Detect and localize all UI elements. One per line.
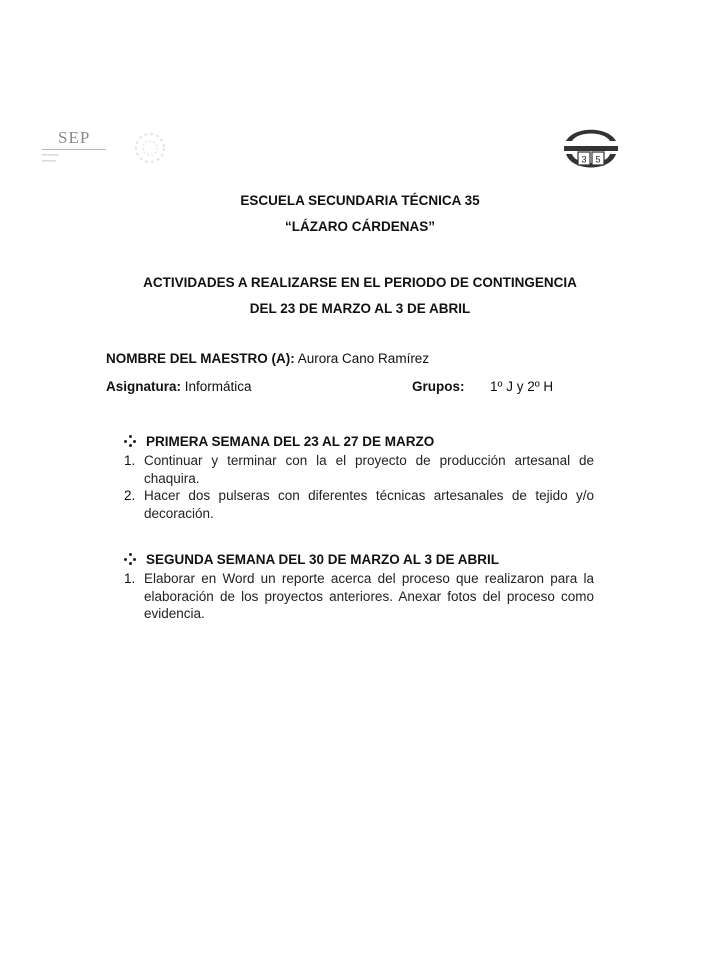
activities-title: ACTIVIDADES A REALIZARSE EN EL PERIODO DE CONTINGENCIA — [143, 275, 577, 290]
sep-logo — [40, 128, 110, 176]
date-range: DEL 23 DE MARZO AL 3 DE ABRIL — [249, 301, 471, 316]
week-1-title: PRIMERA SEMANA DEL 23 AL 27 DE MARZO — [146, 433, 435, 449]
week-1-title-row — [124, 432, 594, 450]
week-2-section — [124, 550, 594, 623]
list-item-number: 1. — [124, 571, 136, 586]
teacher-value: Aurora Cano Ramírez — [297, 351, 430, 366]
list-item-number: 1. — [124, 453, 136, 468]
subject-value: Informática — [184, 379, 252, 394]
list-item-number: 2. — [124, 488, 136, 503]
school-title: ESCUELA SECUNDARIA TÉCNICA 35 — [240, 193, 480, 208]
week-2-title: SEGUNDA SEMANA DEL 30 DE MARZO AL 3 DE ABRIL — [146, 551, 500, 567]
diamond-bullet-icon — [124, 435, 136, 447]
teacher-row — [106, 351, 429, 366]
week-1-list — [124, 452, 594, 522]
list-item-text: Continuar y terminar con la el proyecto de producción artesanal de chaquira. — [144, 453, 594, 486]
school-name: “LÁZARO CÁRDENAS” — [285, 219, 435, 234]
week-1-section — [124, 432, 594, 522]
sep-logo-text: SEP — [58, 128, 91, 147]
subject-label: Asignatura: — [106, 379, 182, 394]
list-item — [124, 487, 594, 522]
list-item-text: Elaborar en Word un reporte acerca del proceso que realizaron para la elaboración de los proyectos anteriores. Anexar fotos del proceso como evidencia. — [144, 571, 594, 621]
school-logo — [562, 124, 620, 174]
school-logo-digit-2: 5 — [595, 154, 601, 165]
list-item — [124, 570, 594, 623]
ghost-seal — [122, 128, 177, 168]
groups-value: 1º J y 2º H — [490, 379, 554, 394]
groups-label: Grupos: — [412, 379, 465, 394]
week-2-list — [124, 570, 594, 623]
subject-row — [106, 379, 252, 394]
diamond-bullet-icon — [124, 553, 136, 565]
list-item — [124, 452, 594, 487]
sep-logo-rule — [42, 149, 106, 150]
list-item-text: Hacer dos pulseras con diferentes técnicas artesanales de tejido y/o decoración. — [144, 488, 594, 521]
teacher-label: NOMBRE DEL MAESTRO (A): — [106, 351, 295, 366]
week-2-title-row — [124, 550, 594, 568]
sep-logo-small-text: ▪▪▪▪▪▪▪▪▪▪▪▪ ▪▪▪▪▪▪▪▪▪▪ — [42, 152, 60, 163]
school-logo-digit-1: 3 — [581, 154, 587, 165]
